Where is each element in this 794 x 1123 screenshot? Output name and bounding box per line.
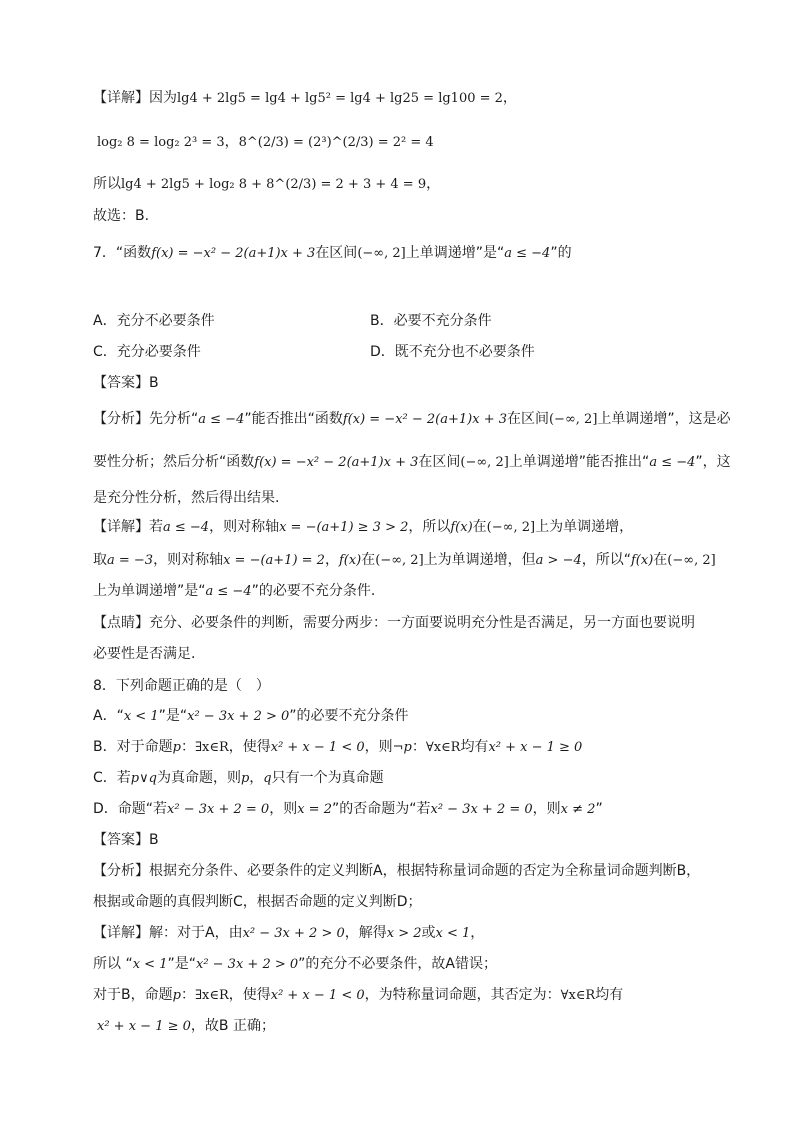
q7-detail-line-1: 【详解】若a ≤ −4，则对称轴x = −(a+1) ≥ 3 > 2，所以f(x)在(−∞, 2]上为单调递增， (93, 519, 634, 535)
q7-stem: 7．“函数f(x) = −x² − 2(a+1)x + 3在区间(−∞, 2]上单调递增”是“a ≤ −4”的 (93, 245, 572, 261)
q7-answer: 【答案】B (93, 375, 159, 391)
detail-line-1: 【详解】因为lg4 + 2lg5 = lg4 + lg5² = lg4 + lg25 = lg100 = 2， (93, 90, 517, 106)
q7-detail-line-3: 上为单调递增”是“a ≤ −4”的必要不充分条件. (93, 583, 376, 599)
q7-analysis-line-1: 【分析】先分析“a ≤ −4”能否推出“函数f(x) = −x² − 2(a+1)x + 3在区间(−∞, 2]上单调递增”，这是必 (93, 411, 731, 427)
q7-analysis-line-3: 是充分性分析，然后得出结果. (93, 490, 280, 506)
q8-option-a: A．“x < 1”是“x² − 3x + 2 > 0”的必要不充分条件 (93, 708, 409, 724)
detail-label: 【详解】 (93, 90, 149, 106)
q7-option-a: A．充分不必要条件 (93, 313, 215, 329)
q7-note-line-2: 必要性是否满足. (93, 646, 196, 662)
q8-analysis-line-1: 【分析】根据充分条件、必要条件的定义判断A，根据特称量词命题的否定为全称量词命题判断B， (93, 863, 701, 879)
q8-stem: 8．下列命题正确的是（ ） (93, 678, 270, 694)
q8-option-b: B．对于命题p：∃x∈R，使得x² + x − 1 < 0，则¬p：∀x∈R均有x² + x − 1 ≥ 0 (93, 739, 583, 755)
power-equation: 8^(2/3) = (2³)^(2/3) = 2² = 4 (238, 135, 434, 150)
q8-detail-line-2: 所以 “x < 1”是“x² − 3x + 2 > 0”的充分不必要条件，故A错误； (93, 956, 497, 972)
q7-note-line-1: 【点睛】充分、必要条件的判断，需要分两步：一方面要说明充分性是否满足，另一方面也要说明 (93, 615, 695, 631)
choice-line: 故选：B. (93, 208, 150, 224)
q8-detail-line-4: x² + x − 1 ≥ 0，故B 正确； (97, 1018, 275, 1034)
q8-answer: 【答案】B (93, 832, 159, 848)
q8-detail-line-3: 对于B，命题p：∃x∈R，使得x² + x − 1 < 0，为特称量词命题，其否定为：∀x∈R均有 (93, 987, 624, 1003)
q8-analysis-line-2: 根据或命题的真假判断C，根据否命题的定义判断D； (93, 894, 422, 910)
sum-equation: lg4 + 2lg5 + log₂ 8 + 8^(2/3) = 2 + 3 + 4 = 9 (121, 177, 427, 192)
detail-line-3: 所以lg4 + 2lg5 + log₂ 8 + 8^(2/3) = 2 + 3 + 4 = 9， (93, 176, 441, 192)
q7-analysis-line-2: 要性分析；然后分析“函数f(x) = −x² − 2(a+1)x + 3在区间(−∞, 2]上单调递增”能否推出“a ≤ −4”，这 (93, 454, 731, 470)
q7-option-c: C．充分必要条件 (93, 344, 201, 360)
q7-detail-line-2: 取a = −3，则对称轴x = −(a+1) = 2，f(x)在(−∞, 2]上为单调递增，但a > −4，所以“f(x)在(−∞, 2] (93, 552, 716, 568)
q8-detail-line-1: 【详解】解：对于A，由x² − 3x + 2 > 0，解得x > 2或x < 1， (93, 925, 485, 941)
log-equation: lg4 + 2lg5 = lg4 + lg5² = lg4 + lg25 = lg100 = 2 (177, 91, 503, 106)
q7-option-b: B．必要不充分条件 (370, 313, 492, 329)
q8-option-d: D．命题“若x² − 3x + 2 = 0，则x = 2”的否命题为“若x² − 3x + 2 = 0，则x ≠ 2” (93, 801, 603, 817)
detail-line-2: log₂ 8 = log₂ 2³ = 3，8^(2/3) = (2³)^(2/3) = 2² = 4 (97, 134, 434, 150)
q8-option-c: C．若p∨q为真命题，则p，q只有一个为真命题 (93, 770, 384, 786)
log-equation-2: log₂ 8 = log₂ 2³ = 3 (97, 135, 225, 150)
q7-option-d: D．既不充分也不必要条件 (370, 344, 535, 360)
